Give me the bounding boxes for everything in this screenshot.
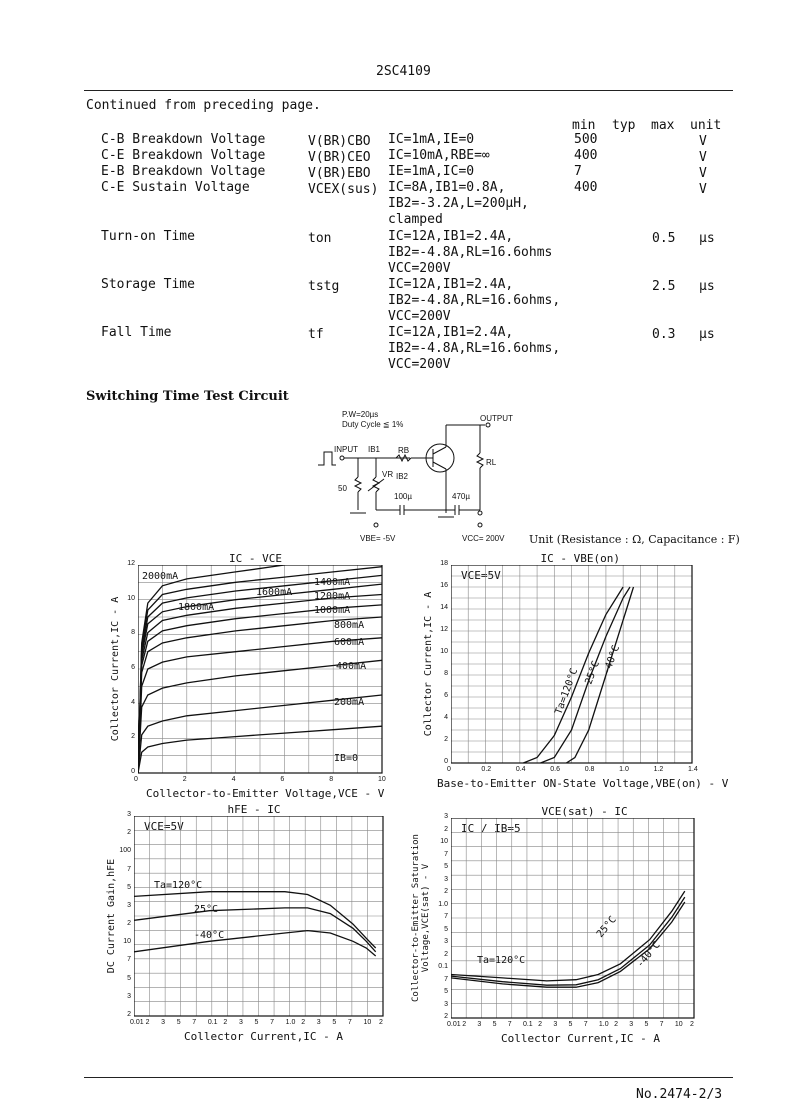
grid-lines	[451, 818, 694, 1018]
x-tick-label: 2	[614, 1021, 618, 1028]
y-tick-label: 3	[127, 811, 131, 818]
param-label: Storage Time	[101, 277, 195, 292]
series-line-2	[134, 931, 376, 956]
y-tick-label: 5	[444, 863, 448, 870]
series-label: 25°C	[594, 914, 619, 940]
x-tick-label: 7	[270, 1019, 274, 1026]
condition-line: IB2=-4.8A,RL=16.6ohms,	[388, 341, 561, 356]
vr-label: VR	[382, 470, 394, 479]
x-tick-label: 8	[329, 776, 334, 783]
unit: µs	[699, 231, 715, 246]
symbol: V(BR)CEO	[308, 150, 371, 165]
x-tick-label: 5	[254, 1019, 259, 1026]
y-tick-label: 5	[444, 988, 448, 995]
condition-line: IE=1mA,IC=0	[388, 164, 475, 179]
x-tick-label: 4	[231, 776, 236, 783]
chart-title: IC - VCE	[226, 552, 285, 565]
x-tick-label: 3	[316, 1019, 321, 1026]
chart-1-plot	[451, 565, 694, 765]
series-label: -40°C	[634, 939, 663, 970]
symbol: V(BR)EBO	[308, 166, 371, 181]
y-tick-label: 2	[444, 888, 448, 895]
series-line-1	[451, 897, 685, 985]
series-label: Ta=120°C	[477, 955, 526, 966]
chart-2-plot	[134, 816, 385, 1018]
param-label: C-E Breakdown Voltage	[101, 148, 266, 163]
switching-test-circuit	[300, 405, 680, 545]
condition-line: IB2=-3.2A,L=200µH,	[388, 196, 529, 211]
x-tick-label: 0.01	[447, 1021, 461, 1028]
x-tick-label: 3	[238, 1019, 243, 1026]
page-number: No.2474-2/3	[636, 1087, 723, 1102]
condition-line: IB2=-4.8A,RL=16.6ohms,	[388, 293, 561, 308]
x-tick-label: 3	[629, 1021, 634, 1028]
col-typ: typ	[612, 118, 636, 133]
x-tick-label: 2	[462, 1021, 467, 1028]
x-tick-label: 2	[145, 1019, 150, 1026]
series-label: 1600mA	[256, 587, 293, 598]
x-tick-label: 3	[553, 1021, 558, 1028]
y-tick-label: 14	[440, 604, 448, 611]
x-tick-label: 2	[182, 776, 187, 783]
x-tick-label: 7	[659, 1021, 664, 1028]
condition-line: IB2=-4.8A,RL=16.6ohms	[388, 245, 553, 260]
r50-resistor	[355, 477, 361, 492]
x-tick-label: 2	[690, 1021, 694, 1028]
symbol: tstg	[308, 279, 340, 294]
x-tick-label: 1.0	[598, 1021, 609, 1028]
y-tick-label: 0	[444, 758, 448, 765]
unit: µs	[699, 327, 715, 342]
c470-label: 470µ	[452, 492, 470, 501]
chart-condition: IC / IB=5	[461, 822, 521, 835]
x-axis-label: Collector-to-Emitter Voltage,VCE - V	[146, 787, 385, 800]
y-tick-label: 3	[127, 992, 131, 1000]
x-axis-label: Base-to-Emitter ON-State Voltage,VBE(on) - V	[437, 777, 729, 790]
series-label: Ta=120°C	[553, 666, 581, 717]
ib1-label: IB1	[368, 445, 381, 454]
y-tick-label: 2	[444, 950, 448, 958]
x-tick-label: 5	[332, 1019, 337, 1026]
y-tick-label: 3	[444, 813, 448, 820]
value-min: 7	[574, 164, 582, 179]
chart-title: hFE - IC	[225, 803, 284, 816]
unit: V	[699, 166, 707, 181]
x-tick-label: 0.2	[481, 766, 492, 773]
chart-3-plot	[451, 818, 696, 1020]
chart-title: VCE(sat) - IC	[539, 805, 631, 818]
chart-condition: VCE=5V	[461, 569, 501, 582]
series-label: Ta=120°C	[154, 880, 203, 891]
input-label: INPUT	[334, 445, 358, 454]
rb-label: RB	[398, 446, 410, 455]
condition-line: IC=8A,IB1=0.8A,	[388, 180, 506, 195]
param-label: C-B Breakdown Voltage	[101, 132, 266, 147]
param-label: Turn-on Time	[101, 229, 195, 244]
y-tick-label: 2	[444, 736, 448, 743]
y-tick-label: 7	[444, 913, 448, 920]
series-label: 800mA	[334, 620, 365, 631]
header-rule	[84, 90, 733, 91]
y-tick-label: 16	[440, 582, 448, 589]
series-label: 25°C	[583, 659, 603, 687]
x-tick-label: 5	[644, 1021, 649, 1028]
value-min: 400	[574, 148, 598, 163]
circuit-heading: Switching Time Test Circuit	[86, 389, 289, 404]
x-tick-label: 0.6	[550, 766, 561, 773]
rl-resistor	[477, 453, 483, 468]
series-label: -40°C	[601, 643, 623, 677]
y-axis-label: Collector-to-Emitter Saturation Voltage,VCE(sat) - V	[411, 834, 431, 1002]
x-tick-label: 1.4	[688, 766, 698, 773]
y-tick-label: 0	[131, 768, 135, 775]
y-tick-label: 18	[440, 560, 448, 567]
y-tick-label: 7	[127, 865, 131, 873]
condition-line: clamped	[388, 212, 443, 227]
vcc-label: VCC= 200V	[462, 534, 505, 543]
y-tick-label: 100	[119, 847, 131, 855]
chart-title: IC - VBE(on)	[538, 552, 623, 565]
y-tick-label: 3	[127, 901, 131, 909]
series-line-1	[134, 908, 376, 952]
y-tick-label: 3	[444, 875, 448, 883]
value-min: 500	[574, 132, 598, 147]
x-tick-label: 7	[583, 1021, 588, 1028]
y-tick-label: 12	[127, 560, 135, 567]
chart-condition: VCE=5V	[144, 820, 184, 833]
x-tick-label: 0.4	[515, 766, 526, 773]
value-max: 0.3	[652, 327, 676, 342]
y-axis-label: DC Current Gain,hFE	[106, 858, 117, 974]
x-tick-label: 2	[379, 1019, 383, 1026]
grid-lines	[451, 565, 692, 763]
y-tick-label: 1.0	[438, 900, 448, 908]
x-tick-label: 10	[674, 1021, 683, 1028]
x-tick-label: 0.01	[130, 1019, 144, 1026]
y-tick-label: 7	[444, 850, 448, 858]
x-tick-label: 7	[507, 1021, 512, 1028]
x-tick-label: 2	[538, 1021, 543, 1028]
series-label: 1200mA	[314, 591, 351, 602]
pw-label: P.W=20µs	[342, 410, 379, 419]
y-tick-label: 6	[444, 692, 448, 699]
x-tick-label: 0	[134, 776, 138, 783]
value-max: 2.5	[652, 279, 676, 294]
y-tick-label: 7	[127, 956, 131, 964]
x-tick-label: 2	[223, 1019, 228, 1026]
x-tick-label: 0.1	[522, 1021, 533, 1028]
y-tick-label: 6	[131, 664, 135, 671]
y-tick-label: 3	[444, 938, 448, 945]
condition-line: VCC=200V	[388, 261, 451, 276]
annotation: IB=0	[334, 753, 359, 764]
series-line-0	[451, 891, 685, 981]
condition-line: IC=1mA,IE=0	[388, 132, 475, 147]
param-label: C-E Sustain Voltage	[101, 180, 250, 195]
y-axis-label: Collector Current,IC - A	[423, 591, 434, 737]
x-tick-label: 1.0	[619, 766, 629, 773]
x-tick-label: 0	[447, 766, 451, 773]
x-tick-label: 3	[161, 1019, 166, 1026]
series-label: 1000mA	[314, 605, 351, 616]
y-tick-label: 5	[127, 883, 131, 891]
y-tick-label: 2	[444, 825, 448, 833]
series-label: 25°C	[194, 904, 219, 915]
symbol: ton	[308, 231, 332, 246]
symbol: tf	[308, 327, 324, 342]
y-tick-label: 2	[444, 1013, 448, 1020]
series-label: -40°C	[194, 930, 225, 941]
y-tick-label: 10	[440, 648, 448, 655]
vbe-label: VBE= -5V	[360, 534, 396, 543]
series-label: 2000mA	[142, 571, 179, 582]
footer-rule	[84, 1077, 733, 1078]
y-tick-label: 8	[444, 670, 448, 677]
y-tick-label: 4	[444, 714, 448, 721]
continued-note: Continued from preceding page.	[86, 98, 321, 113]
x-tick-label: 3	[477, 1021, 482, 1028]
chart-0-plot	[138, 565, 384, 775]
x-tick-label: 6	[280, 776, 285, 783]
x-axis-label: Collector Current,IC - A	[184, 1030, 343, 1043]
x-tick-label: 7	[192, 1019, 197, 1026]
series-label: 1800mA	[178, 602, 215, 613]
y-tick-label: 5	[127, 974, 131, 982]
part-number: 2SC4109	[376, 64, 431, 79]
unit: V	[699, 134, 707, 149]
y-tick-label: 3	[444, 1000, 448, 1008]
x-tick-label: 1.2	[653, 766, 664, 773]
condition-line: VCC=200V	[388, 309, 451, 324]
condition-line: IC=12A,IB1=2.4A,	[388, 325, 514, 340]
unit: µs	[699, 279, 715, 294]
series-label: 200mA	[334, 697, 365, 708]
symbol: V(BR)CBO	[308, 134, 371, 149]
x-tick-label: 0.1	[207, 1019, 218, 1026]
y-tick-label: 0.1	[438, 963, 448, 970]
unit-note: Unit (Resistance : Ω, Capacitance : F)	[529, 533, 740, 546]
output-label: OUTPUT	[480, 414, 513, 423]
x-tick-label: 5	[568, 1021, 573, 1028]
param-label: E-B Breakdown Voltage	[101, 164, 266, 179]
x-tick-label: 2	[301, 1019, 306, 1026]
x-tick-label: 7	[347, 1019, 352, 1026]
r50-label: 50	[338, 484, 347, 493]
x-tick-label: 1.0	[285, 1019, 296, 1026]
col-unit: unit	[690, 118, 722, 133]
x-tick-label: 10	[363, 1019, 372, 1026]
value-max: 0.5	[652, 231, 676, 246]
value-min: 400	[574, 180, 598, 195]
x-axis-label: Collector Current,IC - A	[501, 1032, 660, 1045]
y-tick-label: 2	[127, 829, 131, 837]
duty-label: Duty Cycle ≦ 1%	[342, 420, 404, 429]
y-tick-label: 8	[131, 629, 135, 637]
rl-label: RL	[486, 458, 497, 467]
condition-line: VCC=200V	[388, 357, 451, 372]
y-tick-label: 10	[127, 594, 135, 602]
y-tick-label: 10	[123, 938, 131, 946]
series-label: 400mA	[336, 661, 367, 672]
x-tick-label: 5	[492, 1021, 497, 1028]
x-tick-label: 10	[378, 776, 386, 783]
c100-label: 100µ	[394, 492, 412, 501]
ib2-label: IB2	[396, 472, 409, 481]
unit: V	[699, 182, 707, 197]
symbol: VCEX(sus)	[308, 182, 379, 197]
y-tick-label: 10	[440, 838, 448, 845]
condition-line: IC=12A,IB1=2.4A,	[388, 229, 514, 244]
condition-line: IC=10mA,RBE=∞	[388, 148, 490, 163]
x-tick-label: 5	[176, 1019, 181, 1026]
param-label: Fall Time	[101, 325, 172, 340]
x-tick-label: 0.8	[584, 766, 595, 773]
series-label: 600mA	[334, 637, 365, 648]
y-tick-label: 2	[127, 920, 131, 928]
y-axis-label: Collector Current,IC - A	[110, 596, 121, 742]
y-tick-label: 5	[444, 925, 448, 933]
col-max: max	[651, 118, 675, 133]
series-label: 1400mA	[314, 577, 351, 588]
y-tick-label: 2	[127, 1011, 131, 1018]
y-tick-label: 12	[440, 626, 448, 633]
y-tick-label: 2	[131, 733, 135, 741]
unit: V	[699, 150, 707, 165]
y-tick-label: 7	[444, 975, 448, 983]
col-min: min	[572, 118, 596, 133]
y-tick-label: 4	[131, 698, 135, 706]
condition-line: IC=12A,IB1=2.4A,	[388, 277, 514, 292]
